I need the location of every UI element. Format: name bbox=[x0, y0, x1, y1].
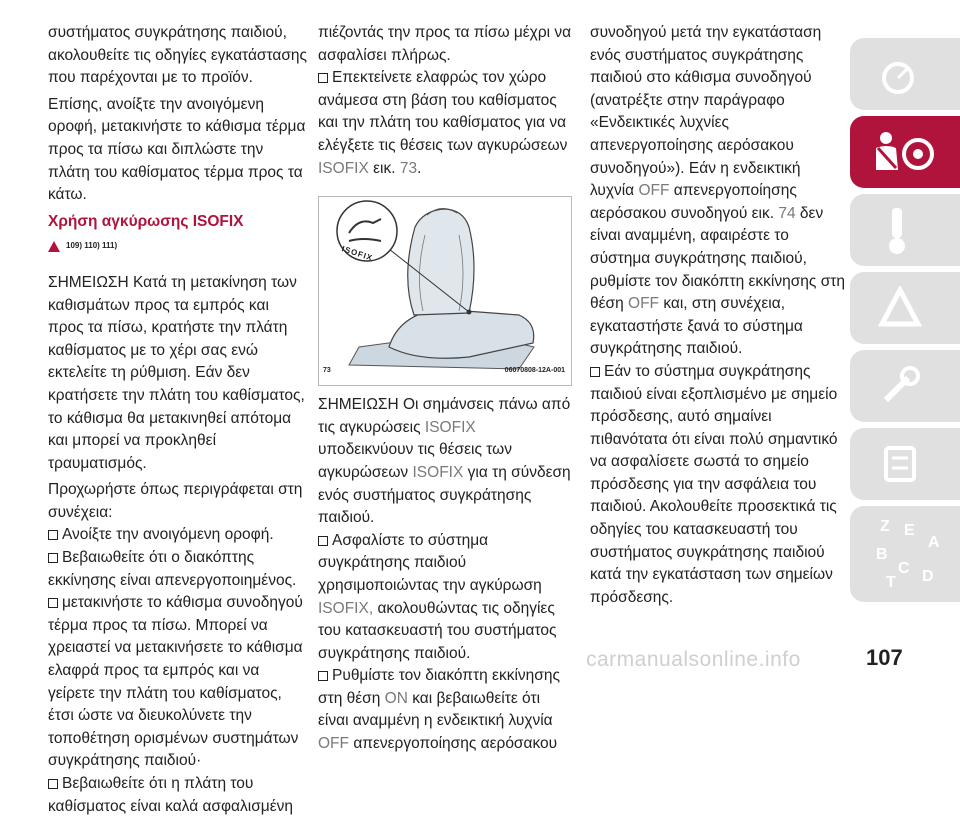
figure-isofix-seat bbox=[318, 196, 572, 386]
paragraph-text: απενεργοποίησης αερόσακου συνοδηγού εικ. bbox=[590, 182, 797, 222]
off-term: OFF bbox=[628, 295, 660, 313]
paragraph: πιέζοντάς την προς τα πίσω μέχρι να ασφαλίσει πλήρως. bbox=[318, 24, 572, 64]
index-letter: C bbox=[898, 560, 910, 577]
index-letters-icon bbox=[872, 516, 952, 596]
bullet-text: Ανοίξτε την ανοιγόμενη οροφή. bbox=[62, 526, 274, 544]
specs-icon bbox=[878, 442, 922, 486]
checkbox-bullet-icon bbox=[318, 73, 328, 83]
index-letter: T bbox=[886, 574, 896, 591]
note-paragraph: ΣΗΜΕΙΩΣΗ Κατά τη μετακίνηση των καθισμάτων προς τα εμπρός και προς τα πίσω, κρατήστε την πλάτη καθίσματος με το χέρι σας ενώ εκτελείτε τη ρύθμιση. Εάν δεν κρατήσετε την πλάτη του καθίσματος, το κάθισμα θα μετακινηθεί απότομα και μπορεί να προκληθεί τραυματισμός. bbox=[48, 273, 305, 472]
tab-dashboard[interactable] bbox=[850, 38, 960, 110]
figure-ref-number[interactable]: 74 bbox=[778, 204, 796, 222]
note-text: ΣΗΜΕΙΩΣΗ Οι σημάνσεις πάνω από τις αγκυρώσεις bbox=[318, 396, 571, 436]
section-heading: Χρήση αγκύρωσης ISOFIX bbox=[48, 212, 244, 230]
tab-technical-data[interactable] bbox=[850, 428, 960, 500]
isofix-term: ISOFIX bbox=[318, 159, 369, 177]
bullet-item bbox=[48, 592, 308, 773]
warning-triangle-icon bbox=[48, 241, 60, 252]
index-letter: Z bbox=[880, 518, 890, 535]
isofix-term: ISOFIX bbox=[412, 463, 464, 481]
checkbox-bullet-icon bbox=[48, 598, 58, 608]
figure-ref-number[interactable]: 73 bbox=[399, 159, 418, 177]
bullet-text: και βεβαιωθείτε ότι είναι αναμμένη η ενδεικτική λυχνία bbox=[318, 689, 553, 730]
text-column-3 bbox=[590, 22, 845, 609]
checkbox-bullet-icon bbox=[48, 553, 58, 563]
bullet-item bbox=[48, 524, 308, 547]
paragraph-text: και, στη συνέχεια, εγκαταστήστε ξανά το σύστημα συγκράτησης παιδιού. bbox=[590, 295, 803, 358]
figure-code: 06070808-12A-001 bbox=[504, 366, 565, 374]
watermark: carmanualsonline.info bbox=[586, 648, 801, 671]
tab-maintenance[interactable] bbox=[850, 350, 960, 422]
tools-icon bbox=[878, 364, 922, 408]
bullet-text: ακολουθώντας τις οδηγίες του κατασκευαστή του συστήματος συγκράτησης παιδιού. bbox=[318, 599, 557, 662]
bullet-text: μετακινήστε το κάθισμα συνοδηγού τέρμα προς τα πίσω. Μπορεί να χρειαστεί να μετακινήσετε το κάθισμα ελαφρά προς τα εμπρός και να γείρετε την πλάτη του καθίσματος, έτσι ώστε να διευκολύνετε την τοποθέτηση ορισμένων συστημάτων συγκράτησης παιδιού· bbox=[48, 594, 303, 770]
tab-emergency[interactable] bbox=[850, 272, 960, 344]
seat-illustration bbox=[319, 197, 571, 385]
isofix-term: ISOFIX, bbox=[318, 599, 374, 617]
index-letter: D bbox=[922, 568, 934, 585]
bullet-text: Ρυθμίστε τον διακόπτη εκκίνησης στη θέση bbox=[318, 667, 560, 707]
paragraph: Προχωρήστε όπως περιγράφεται στη συνέχεια: bbox=[48, 481, 303, 521]
bullet-text: Εάν το σύστημα συγκράτησης παιδιού είναι εξοπλισμένο με σημείο πρόσδεσης, αυτό σημαίνει πιθανότατα ότι είναι πολύ σημαντικό να ασφαλίσετε σωστά το σημείο πρόσδεσης για την ασφάλεια του παιδιού. Ακολουθείτε προσεκτικά τις οδηγίες του κατασκευαστή του συστήματος συγκράτησης παιδιού κατά την εγκατάσταση των σημείων πρόσδεσης. bbox=[590, 362, 838, 606]
text-column-1 bbox=[48, 22, 308, 818]
checkbox-bullet-icon bbox=[590, 367, 600, 377]
on-term: ON bbox=[384, 689, 408, 707]
tab-starting[interactable] bbox=[850, 194, 960, 266]
bullet-item bbox=[318, 530, 573, 666]
bullet-item bbox=[590, 361, 845, 610]
bullet-text: Ασφαλίστε το σύστημα συγκράτησης παιδιού χρησιμοποιώντας την αγκύρωση bbox=[318, 531, 542, 594]
figure-number: 73 bbox=[323, 366, 331, 374]
tab-safety[interactable] bbox=[850, 116, 960, 188]
paragraph bbox=[590, 22, 845, 361]
off-term: OFF bbox=[318, 735, 349, 753]
index-letter: A bbox=[928, 534, 940, 551]
bullet-text: Βεβαιωθείτε ότι ο διακόπτης εκκίνησης είναι απενεργοποιημένος. bbox=[48, 549, 297, 589]
bullet-item: Επεκτείνετε ελαφρώς τον χώρο ανάμεσα στη βάση του καθίσματος και την πλάτη του καθίσματος για να ελέγξετε τις θέσεις των αγκυρώσεων ISOFIX εικ. 73. bbox=[318, 69, 568, 177]
key-start-icon bbox=[878, 206, 918, 256]
bullet-item bbox=[48, 773, 308, 818]
checkbox-bullet-icon bbox=[318, 671, 328, 681]
page-number: 107 bbox=[866, 645, 903, 670]
checkbox-bullet-icon bbox=[318, 536, 328, 546]
isofix-term: ISOFIX bbox=[424, 418, 476, 436]
bullet-text: Βεβαιωθείτε ότι η πλάτη του καθίσματος είναι καλά ασφαλισμένη bbox=[48, 775, 293, 815]
checkbox-bullet-icon bbox=[48, 530, 58, 540]
seat-belt-safety-icon bbox=[872, 130, 936, 174]
off-term: OFF bbox=[638, 182, 670, 200]
warning-references bbox=[48, 235, 308, 258]
figure-ref-label: εικ. bbox=[373, 159, 396, 177]
paragraph: συστήματος συγκράτησης παιδιού, ακολουθείτε τις οδηγίες εγκατάστασης που παρέχονται με το προϊόν. bbox=[48, 24, 307, 87]
bullet-text: Επεκτείνετε ελαφρώς τον χώρο ανάμεσα στη βάση του καθίσματος και την πλάτη του καθίσματος για να ελέγξετε τις θέσεις των αγκυρώσεων bbox=[318, 69, 568, 154]
note-text: υποδεικνύουν τις θέσεις των αγκυρώσεων bbox=[318, 441, 513, 481]
tab-index[interactable] bbox=[850, 506, 960, 602]
dashboard-icon bbox=[878, 54, 918, 94]
checkbox-bullet-icon bbox=[48, 779, 58, 789]
isofix-badge-label: ISOFIX bbox=[340, 244, 375, 263]
note-text: για τη σύνδεση ενός συστήματος συγκράτησης παιδιού. bbox=[318, 463, 571, 527]
bullet-item bbox=[318, 665, 573, 755]
warning-triangle-icon bbox=[878, 286, 922, 330]
bullet-item bbox=[48, 547, 308, 592]
bullet-text: απενεργοποίησης αερόσακου bbox=[353, 735, 558, 753]
warning-reference-numbers: 109) 110) 111) bbox=[66, 241, 118, 251]
text-column-2 bbox=[318, 22, 573, 756]
note-paragraph bbox=[318, 394, 573, 530]
paragraph-text: συνοδηγού μετά την εγκατάσταση ενός συστήματος συγκράτησης παιδιού στο κάθισμα συνοδηγού (ανατρέξτε στην παράγραφο «Ενδεικτικές λυχνίες απενεργοποίησης αερόσακου συνοδηγού»). Εάν η ενδεικτική λυχνία bbox=[590, 24, 822, 200]
paragraph-text: δεν είναι αναμμένη, αφαιρέστε το σύστημα συγκράτησης παιδιού, ρυθμίστε τον διακόπτη εκκίνησης στη θέση bbox=[590, 204, 846, 313]
index-letter: E bbox=[904, 522, 915, 539]
paragraph: Επίσης, ανοίξτε την ανοιγόμενη οροφή, μετακινήστε το κάθισμα τέρμα προς τα πίσω και διπλώστε την πλάτη του καθίσματος τέρμα προς τα κάτω. bbox=[48, 95, 306, 204]
index-letter: B bbox=[876, 546, 888, 563]
